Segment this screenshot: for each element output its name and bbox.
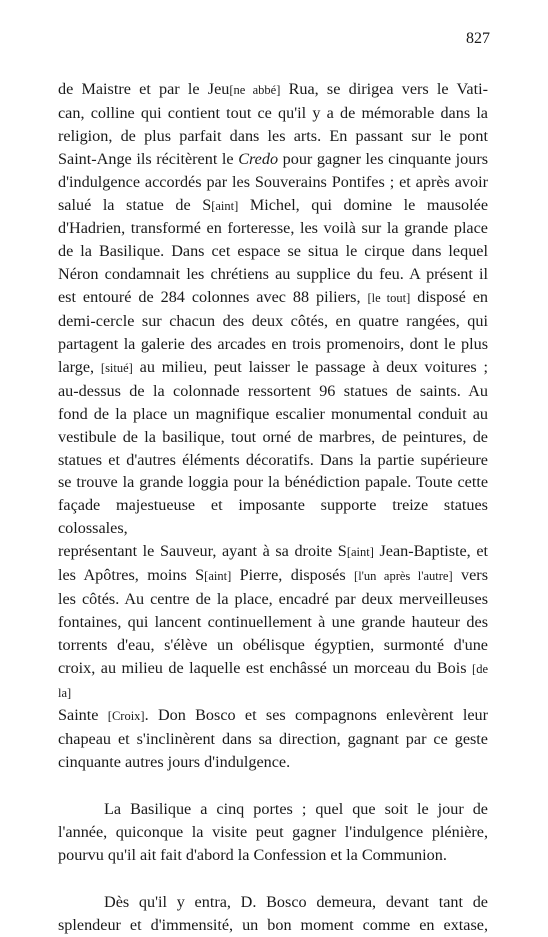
text-line: religion, de plus parfait dans les arts. En passant sur le pont bbox=[58, 126, 488, 145]
text-line: torrents d'eau, s'élève un obélisque égyptien, surmonté d'une bbox=[58, 635, 488, 654]
text-line: salué la statue de S[aint] Michel, qui domine le mausolée bbox=[58, 195, 489, 214]
text-line: pourvu qu'il ait fait d'abord la Confession et la Communion. bbox=[58, 846, 447, 864]
text-line: de la Basilique. Dans cet espace se situa le cirque dans lequel bbox=[58, 242, 488, 261]
text-line: statues et d'autres éléments décoratifs. Dans la partie supérieure bbox=[58, 450, 488, 469]
text-line: Néron condamnait les chrétiens au supplice du feu. A présent il bbox=[58, 265, 488, 284]
text-line: fond de la place un magnifique escalier monumental conduit au bbox=[58, 404, 488, 423]
text-line: d'indulgence accordés par les Souverains Pontifes ; et après avoir bbox=[58, 172, 488, 191]
paragraph bbox=[58, 798, 488, 867]
text-line: Sainte [Croix]. Don Bosco et ses compagnons enlevèrent leur bbox=[58, 706, 488, 725]
text-line: se trouve la grande loggia pour la bénédiction papale. Toute cette bbox=[58, 473, 488, 492]
text-line: cinquante autres jours d'indulgence. bbox=[58, 753, 291, 772]
page-number: 827 bbox=[466, 30, 490, 47]
text-line: vestibule de la basilique, tout orné de marbres, de peintures, de bbox=[58, 427, 488, 446]
text-line: les Apôtres, moins S[aint] Pierre, disposés [l'un après l'autre] vers bbox=[58, 566, 488, 585]
editorial-insertion: [Croix] bbox=[107, 709, 145, 724]
text-line: Dès qu'il y entra, D. Bosco demeura, devant tant de bbox=[104, 892, 488, 911]
editorial-insertion: [ne abbé] bbox=[229, 83, 281, 97]
italic-term: Credo bbox=[238, 149, 279, 168]
editorial-insertion: [de la] bbox=[58, 661, 488, 700]
paragraph bbox=[58, 891, 488, 937]
editorial-insertion: [aint] bbox=[211, 198, 239, 213]
text-line: Saint-Ange ils récitèrent le Credo pour gagner les cinquante jours bbox=[58, 149, 489, 168]
paragraph bbox=[58, 78, 488, 774]
editorial-insertion: [aint] bbox=[204, 569, 232, 584]
text-line: fontaines, qui lancent continuellement à une grande hauteur des bbox=[58, 612, 488, 631]
text-line: croix, au milieu de laquelle est enchâssé un morceau du Bois [de la] bbox=[58, 658, 488, 700]
text-line: partagent la galerie des arcades en trois promenoirs, dont le plus bbox=[58, 334, 488, 353]
text-line: large, [situé] au milieu, peut laisser le passage à deux voitures ; bbox=[58, 357, 489, 376]
text-line: l'année, quiconque la visite peut gagner l'indulgence plénière, bbox=[58, 823, 488, 842]
text-line: les côtés. Au centre de la place, encadré par deux merveilleuses bbox=[58, 589, 488, 608]
body-text bbox=[58, 78, 488, 937]
editorial-insertion: [le tout] bbox=[367, 291, 411, 306]
text-line: chapeau et s'inclinèrent dans sa direction, gagnant par ce geste bbox=[58, 730, 488, 749]
text-line: d'Hadrien, transformé en forteresse, les voilà sur la grande place bbox=[58, 219, 488, 238]
text-line: au-dessus de la colonnade ressortent 96 statues de saints. Au bbox=[58, 381, 488, 400]
text-line: façade majestueuse et imposante supporte treize statues colossales, bbox=[58, 496, 488, 538]
paragraph-gap bbox=[58, 867, 488, 891]
text-line: est entouré de 284 colonnes avec 88 piliers, [le tout] disposé en bbox=[58, 288, 488, 307]
text-line: représentant le Sauveur, ayant à sa droite S[aint] Jean-Baptiste, et bbox=[58, 542, 488, 561]
text-line: splendeur et d'immensité, un bon moment comme en extase, bbox=[58, 915, 488, 934]
text-line: can, colline qui contient tout ce qu'il y a de mémorable dans la bbox=[58, 103, 488, 122]
text-line: de Maistre et par le Jeu[ne abbé] Rua, se dirigea vers le Vati- bbox=[58, 80, 488, 98]
editorial-insertion: [aint] bbox=[346, 545, 374, 560]
text-line: demi-cercle sur chacun des deux côtés, en quatre rangées, qui bbox=[58, 312, 488, 331]
text-line: La Basilique a cinq portes ; quel que soit le jour de bbox=[104, 800, 488, 819]
editorial-insertion: [l'un après l'autre] bbox=[354, 569, 453, 584]
editorial-insertion: [situé] bbox=[100, 360, 133, 375]
